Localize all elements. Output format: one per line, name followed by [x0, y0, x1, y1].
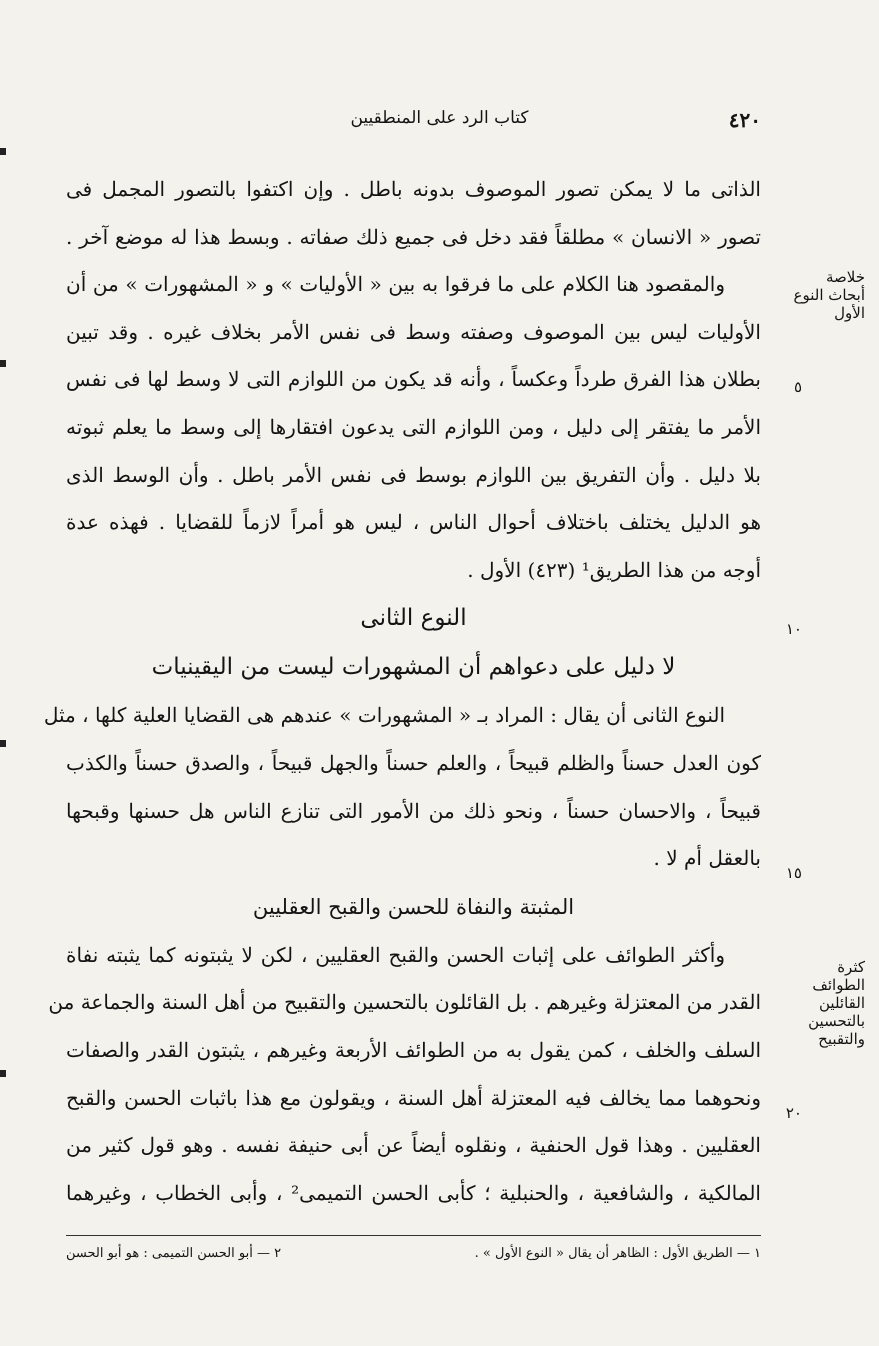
- text-line: هو الدليل يختلف باختلاف أحوال الناس ، ليس هو أمراً لازماً للقضايا . فهذه عدة: [66, 510, 761, 535]
- edge-mark: [0, 1070, 6, 1077]
- margin-note-many-sects: كثرة الطوائف القائلين بالتحسين والتقبيح: [808, 958, 865, 1048]
- text-line: والمقصود هنا الكلام على ما فرقوا به بين « الأوليات » و « المشهورات » من أن: [66, 272, 725, 297]
- text-line: القدر من المعتزلة وغيرهم . بل القائلون بالتحسين والتقبيح من أهل السنة والجماعة من: [48, 990, 761, 1015]
- section-heading: النوع الثانى: [360, 605, 467, 632]
- text-line: الأوليات ليس بين الموصوف وصفته وسط فى نفس الأمر بخلاف غيره . وقد تبين: [66, 319, 761, 344]
- line-number: ٥: [793, 378, 802, 396]
- text-line: بطلان هذا الفرق طرداً وعكساً ، وأنه قد يكون من اللوازم التى لا وسط لها فى نفس: [66, 367, 761, 392]
- text-line: المالكية ، والشافعية ، والحنبلية ؛ كأبى الحسن التميمى² ، وأبى الخطاب ، وغيرهما: [66, 1180, 761, 1205]
- footnote-1: ١ — الطريق الأول : الظاهر أن يقال « النوع الأول » .: [474, 1246, 761, 1261]
- section-heading: المثبتة والنفاة للحسن والقبح العقليين: [252, 894, 575, 919]
- running-header: [60, 108, 819, 138]
- text-line: وأكثر الطوائف على إثبات الحسن والقبح العقليين ، لكن لا يثبتونه كما يثبته نفاة: [66, 942, 725, 967]
- edge-mark: [0, 740, 6, 747]
- footnote-2: ٢ — أبو الحسن التميمى : هو أبو الحسن: [66, 1246, 282, 1261]
- section-subheading: لا دليل على دعواهم أن المشهورات ليست من اليقينيات: [151, 654, 676, 681]
- edge-mark: [0, 360, 6, 367]
- text-line: العقليين . وهذا قول الحنفية ، ونقلوه أيضاً عن أبى حنيفة نفسه . وهو قول كثير من: [66, 1133, 761, 1158]
- page-body: [43, 166, 761, 1217]
- text-line: أوجه من هذا الطريق¹ (٤٢٣) الأول .: [467, 557, 761, 582]
- text-line: كون العدل حسناً والظلم قبيحاً ، والعلم حسناً والجهل قبيحاً ، والصدق حسناً والكذب: [66, 750, 761, 775]
- text-line: ونحوهما مما يخالف فيه المعتزلة أهل السنة ، ويقولون مع هذا باثبات الحسن والقبح: [66, 1085, 761, 1110]
- edge-mark: [0, 148, 6, 155]
- text-line: الذاتى ما لا يمكن تصور الموصوف بدونه باطل . وإن اكتفوا بالتصور المجمل فى: [66, 177, 761, 201]
- book-title: كتاب الرد على المنطقيين: [350, 108, 529, 128]
- line-number: ١٠: [785, 620, 802, 638]
- text-line: قبيحاً ، والاحسان حسناً ، ونحو ذلك من الأمور التى تنازع الناس هل حسنها وقبحها: [66, 798, 761, 823]
- text-line: السلف والخلف ، كمن يقول به من الطوائف الأربعة وغيرهم ، يثبتون القدر والصفات: [66, 1037, 761, 1062]
- text-line: الأمر ما يفتقر إلى دليل ، ومن اللوازم التى يدعون افتقارها إلى وسط ما يعلم ثبوته: [66, 414, 761, 439]
- line-number: ١٥: [785, 864, 802, 882]
- text-line: تصور « الانسان » مطلقاً فقد دخل فى جميع ذلك صفاته . وبسط هذا له موضع آخر .: [66, 224, 761, 249]
- text-line: بلا دليل . وأن التفريق بين اللوازم بوسط فى نفس الأمر باطل . وأن الوسط الذى: [66, 462, 761, 487]
- page-number: ٤٢٠: [728, 108, 761, 132]
- line-number: ٢٠: [785, 1104, 802, 1122]
- text-line: بالعقل أم لا .: [653, 846, 761, 871]
- margin-note-summary: خلاصة أبحاث النوع الأول: [793, 268, 865, 322]
- text-line: النوع الثانى أن يقال : المراد بـ « المشهورات » عندهم هى القضايا العلية كلها ، مثل: [43, 703, 725, 728]
- footnotes: [66, 1235, 761, 1261]
